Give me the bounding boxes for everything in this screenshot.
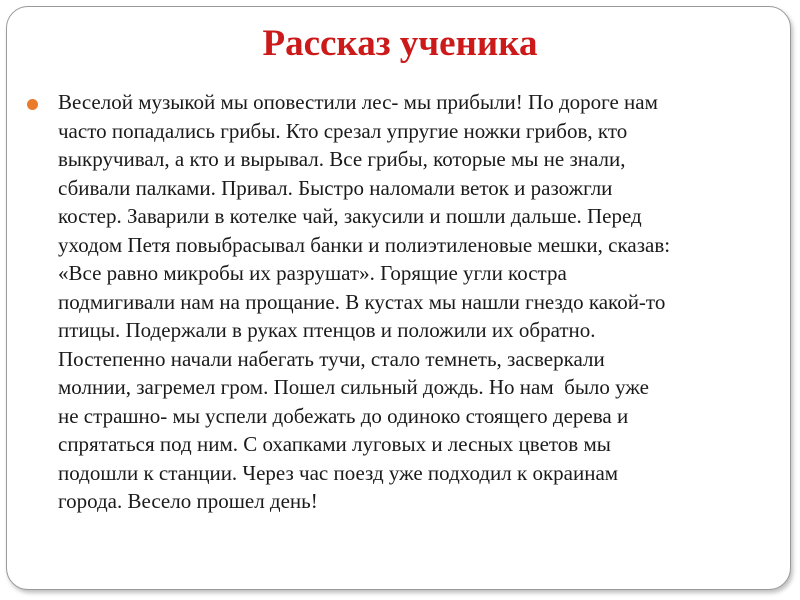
slide-title: Рассказ ученика [262,23,538,64]
text-line: костер. Заварили в котелке чай, закусили и пошли дальше. Перед [58,204,642,228]
text-line: Постепенно начали набегать тучи, стало темнеть, засверкали [58,346,605,371]
story-paragraph [58,88,778,516]
text-line: уходом Петя повыбрасывал банки и полиэтиленовые мешки, сказав: [58,232,671,257]
text-line: подошли к станции. Через час поезд уже подходил к окраинам [58,460,619,485]
text-line: птицы. Подержали в руках птенцов и положили их обратно. [58,318,596,342]
text-line: подмигивали нам на прощание. В кустах мы нашли гнездо какой-то [58,289,666,314]
text-line: молнии, загремел гром. Пошел сильный дождь. Но нам было уже [58,375,649,399]
text-line: города. Весело прошел день! [58,489,318,513]
text-line: Веселой музыкой мы оповестили лес- мы прибыли! По дороге нам [58,90,658,114]
text-line: спрятаться под ним. С охапками луговых и лесных цветов мы [58,432,611,456]
text-line: не страшно- мы успели добежать до одиноко стоящего дерева и [58,403,629,428]
bullet-dot-icon [27,99,38,110]
text-line: часто попадались грибы. Кто срезал упругие ножки грибов, кто [58,118,628,143]
text-line: выкручивал, а кто и вырывал. Все грибы, которые мы не знали, [58,147,626,171]
text-line: «Все равно микробы их разрушат». Горящие угли костра [58,261,567,285]
text-line: сбивали палками. Привал. Быстро наломали веток и разожгли [58,175,613,200]
